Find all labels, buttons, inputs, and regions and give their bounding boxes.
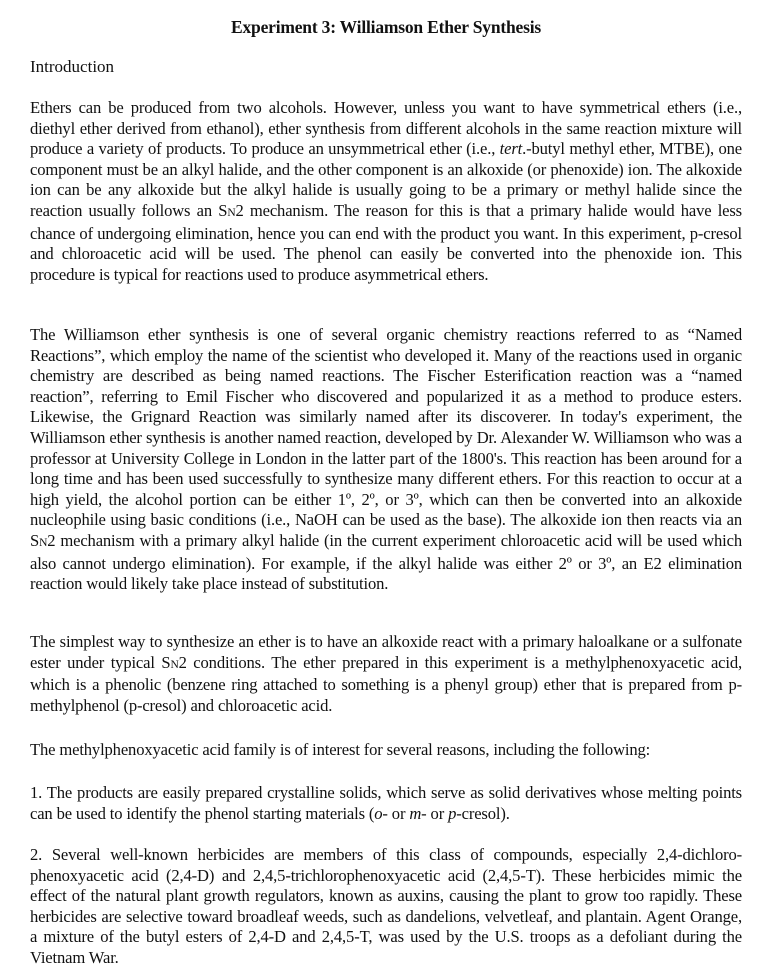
text-segment: Ethers can be produced from two alcohols. However, unless you want to have symmetrical ethers (i.e., diethyl ether derived from ethanol), ether synthesis from different alcohols in the same reaction mixture will produce a variety of products. To produce an unsymmetrical ether (i.e., [30,98,742,159]
text-segment: -cresol). [456,803,510,823]
text-segment: The Williamson ether synthesis is one of several organic chemistry reactions referred to as “Named Reactions”, which employ the name of the scientist who developed it. Many of the reactions used in organic chemistry are described as being named reactions. The Fischer Esterification reaction was a “named reaction”, referring to Emil Fischer who discovered and popularized it as a method to produce esters. Likewise, the Grignard Reaction was similarly named after its discoverer. In today's experiment, the Williamson ether synthesis is another named reaction, developed by Dr. Alexander W. Williamson who was a professor at University College in London in the latter part of the 1800's. This reaction has been around for a long time and has been used successfully to synthesize many different ethers. For this reaction to occur at a high yield, the alcohol portion can be either 1º, 2º, or 3º, which can then be converted into an alkoxide nucleophile using basic conditions (i.e., NaOH can be used as the base). The alkoxide ion then reacts via an S [30,325,742,550]
text-segment: - or [421,803,449,823]
paragraph-family-interest: The methylphenoxyacetic acid family is of interest for several reasons, including the following: [30,740,651,759]
italic-term: p [448,803,457,823]
section-heading-introduction: Introduction [30,57,115,76]
list-item-reason-2: 2. Several well-known herbicides are members of this class of compounds, especially 2,4-dichloro-phenoxyacetic acid (2,4-D) and 2,4,5-trichlorophenoxyacetic acid (2,4,5-T). These herbicides mimic the effect of the natural plant growth regulators, known as auxins, causing the plant to grow too rapidly. These herbicides are selective toward broadleaf weeds, such as dandelions, velvetleaf, and plantain. Agent Orange, a mixture of the butyl esters of 2,4-D and 2,4,5-T, was used by the U.S. troops as a defoliant during the Vietnam War. [30,845,742,967]
subscript-n: N [39,536,48,549]
subscript-n: N [170,658,179,671]
text-segment: .-butyl methyl ether, MTBE), one component must be an alkyl halide, and the other component is an alkoxide (or phenoxide) ion. The alkoxide ion can be any alkoxide but the alkyl halide is usually going to be a primary or methyl halide since the reaction usually follows an S [30,139,742,220]
italic-term: o [374,803,383,823]
italic-term: tert [499,139,523,159]
paragraph-simplest-way [30,632,742,716]
list-item-reason-1 [30,783,742,824]
document-title: Experiment 3: Williamson Ether Synthesis [231,17,541,37]
subscript-n: N [227,206,236,219]
paragraph-intro-ethers [30,98,742,285]
text-segment: The simplest way to synthesize an ether is to have an alkoxide react with a primary haloalkane or a sulfonate ester under typical S [30,632,742,672]
text-segment: - or [382,803,410,823]
text-segment: 2 mechanism with a primary alkyl halide (in the current experiment chloroacetic acid will be used which also cannot undergo elimination). For example, if the alkyl halide was either 2º or 3º, an E2 elimination reaction would likely take place instead of substitution. [30,530,742,594]
text-segment: 2 conditions. The ether prepared in this experiment is a methylphenoxyacetic acid, which is a phenolic (benzene ring attached to something is a phenyl group) ether that is prepared from p-methylphenol (p-cresol) and chloroacetic acid. [30,652,742,715]
paragraph-named-reactions [30,325,742,595]
italic-term: m [409,803,422,823]
text-segment: 1. The products are easily prepared crystalline solids, which serve as solid derivatives whose melting points can be used to identify the phenol starting materials ( [30,783,742,823]
text-segment: 2 mechanism. The reason for this is that a primary halide would have less chance of undergoing elimination, hence you can end with the product you want. In this experiment, p-cresol and chloroacetic acid will be used. The phenol can easily be converted into the phenoxide ion. This procedure is typical for reactions used to produce asymmetrical ethers. [30,200,742,284]
